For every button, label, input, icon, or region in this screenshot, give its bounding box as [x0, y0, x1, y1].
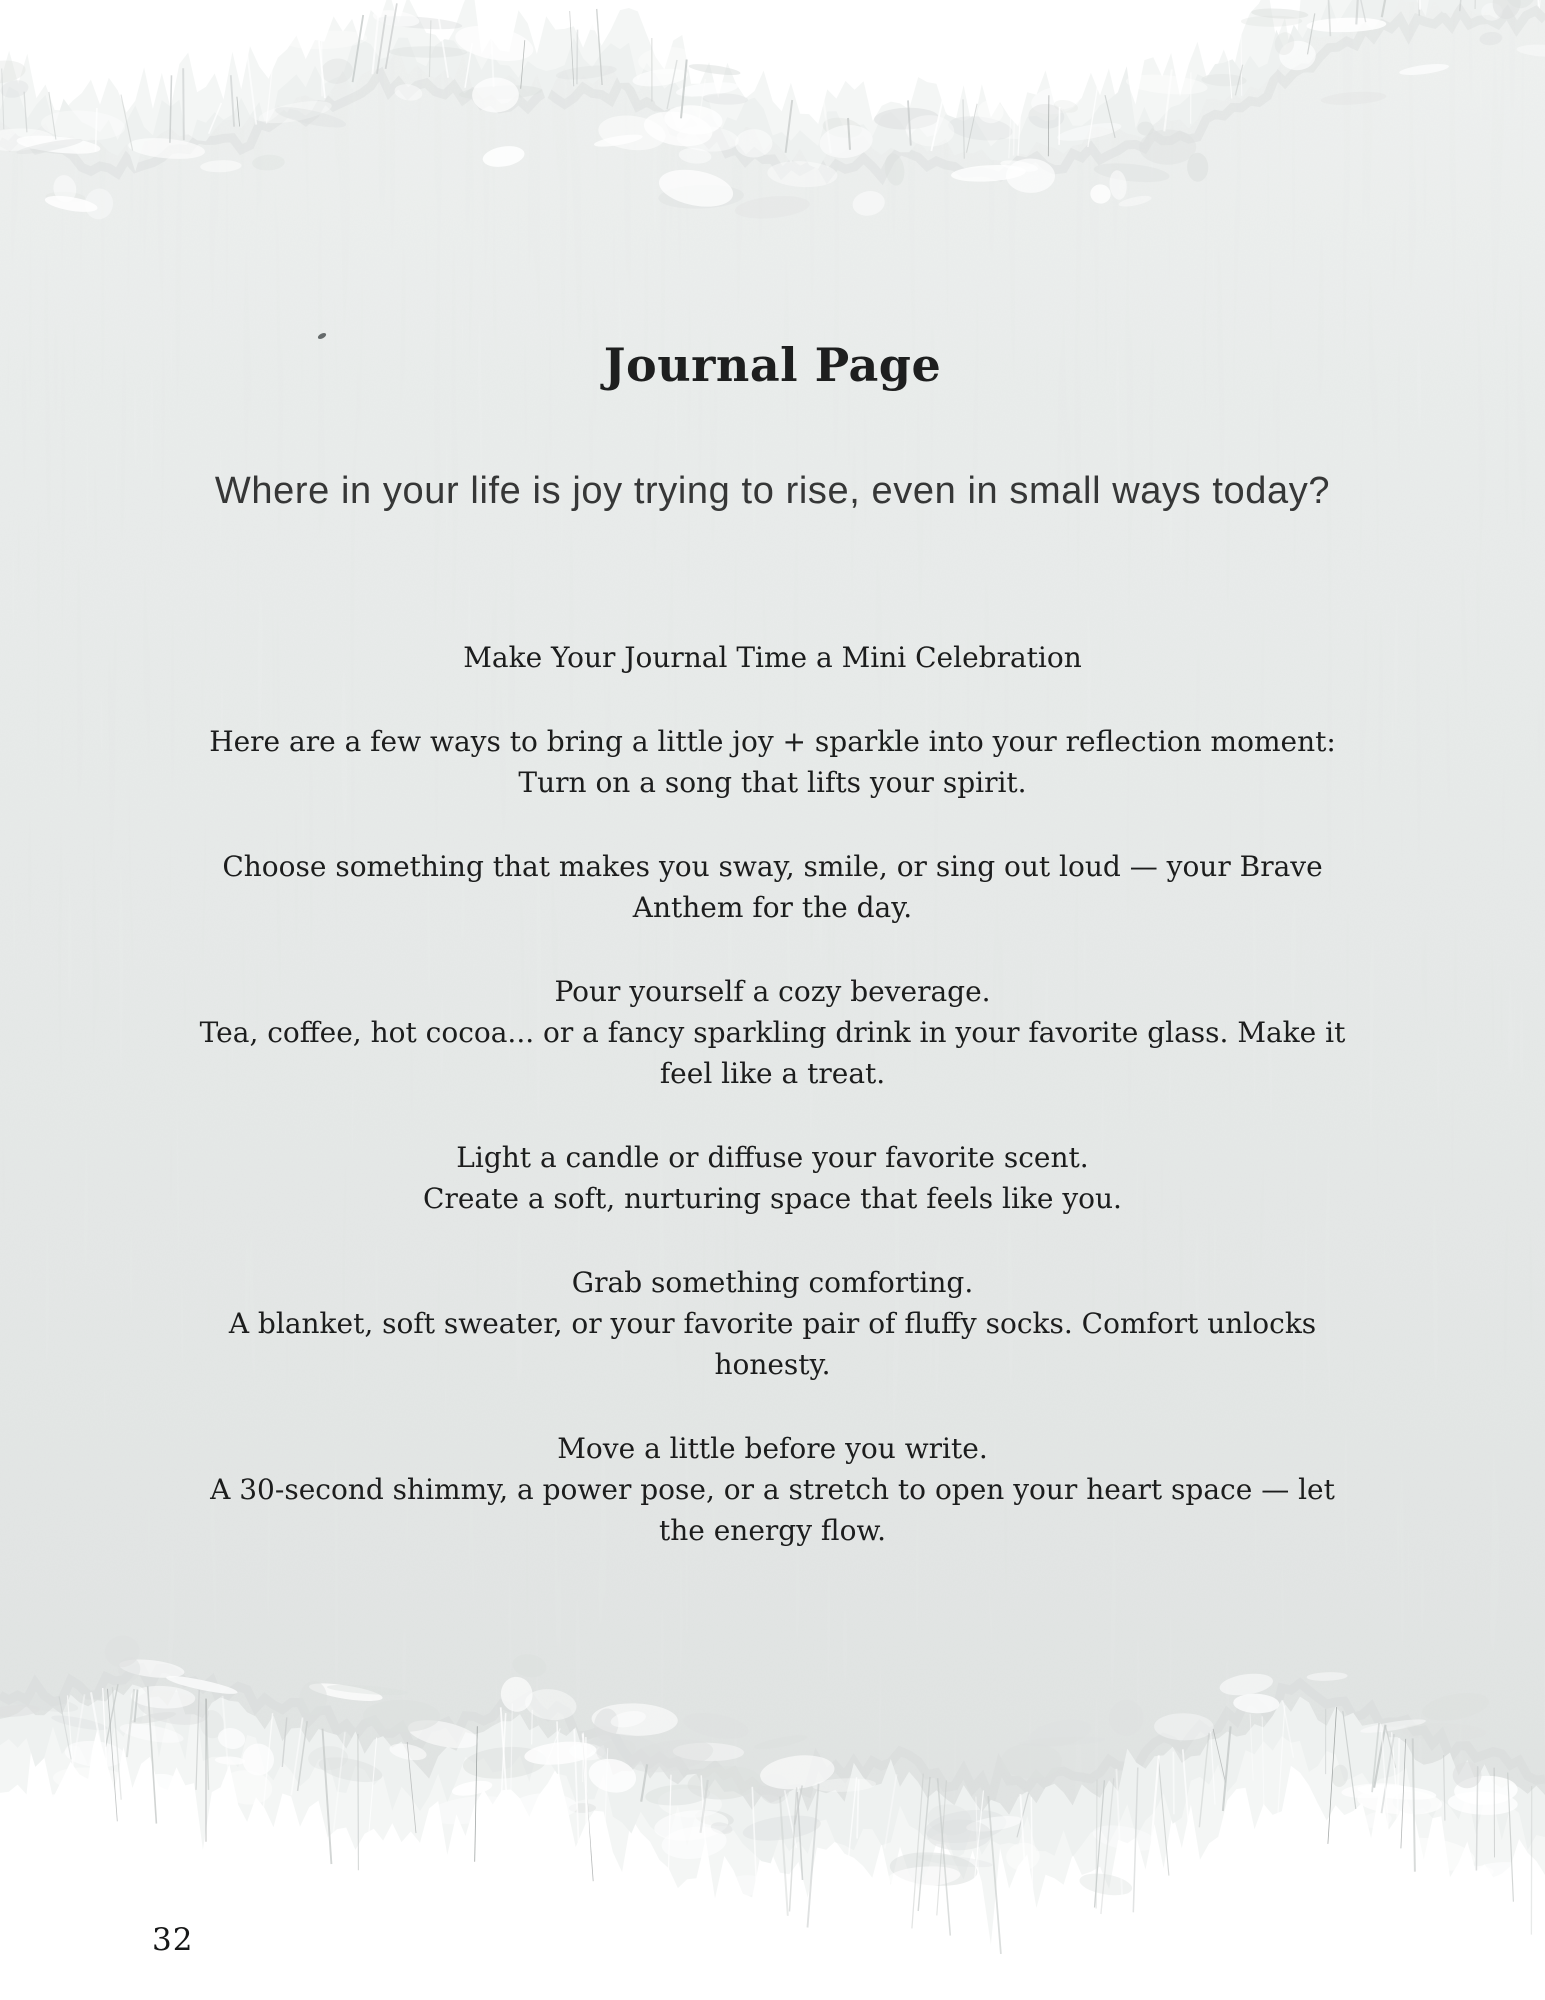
paragraph-cozy-beverage: [143, 971, 1403, 1094]
paragraph-brave-anthem: [143, 846, 1403, 928]
text-line: Grab something comforting.: [571, 1266, 974, 1299]
paragraph-candle-scent: [143, 1137, 1403, 1219]
text-line: Anthem for the day.: [632, 891, 913, 924]
text-line: Tea, coffee, hot cocoa... or a fancy sparkling drink in your favorite glass. Make it: [199, 1016, 1346, 1049]
text-line: Turn on a song that lifts your spirit.: [518, 766, 1027, 799]
page-number: 32: [152, 1922, 194, 1958]
text-line: A blanket, soft sweater, or your favorite pair of fluffy socks. Comfort unlocks: [228, 1307, 1317, 1340]
text-line: Light a candle or diffuse your favorite scent.: [456, 1141, 1089, 1174]
text-line: the energy flow.: [658, 1514, 887, 1547]
text-line: honesty.: [714, 1348, 831, 1381]
page-title: Journal Page: [603, 338, 942, 392]
paragraph-intro: [143, 721, 1403, 803]
text-line: Create a soft, nurturing space that feels like you.: [423, 1182, 1122, 1215]
text-line: A 30-second shimmy, a power pose, or a stretch to open your heart space — let: [210, 1473, 1335, 1506]
text-line: feel like a treat.: [659, 1057, 886, 1090]
journal-body: [143, 637, 1403, 1551]
text-line: Choose something that makes you sway, smile, or sing out loud — your Brave: [222, 850, 1323, 883]
journal-prompt-question: Where in your life is joy trying to rise, even in small ways today?: [214, 470, 1331, 512]
text-line: Here are a few ways to bring a little joy + sparkle into your reflection moment:: [209, 725, 1336, 758]
section-heading: [143, 637, 1403, 678]
text-line: Pour yourself a cozy beverage.: [554, 975, 991, 1008]
text-line: Move a little before you write.: [557, 1432, 988, 1465]
text-line: Make Your Journal Time a Mini Celebration: [463, 641, 1082, 674]
paragraph-comforting: [143, 1262, 1403, 1385]
paragraph-move-a-little: [143, 1428, 1403, 1551]
